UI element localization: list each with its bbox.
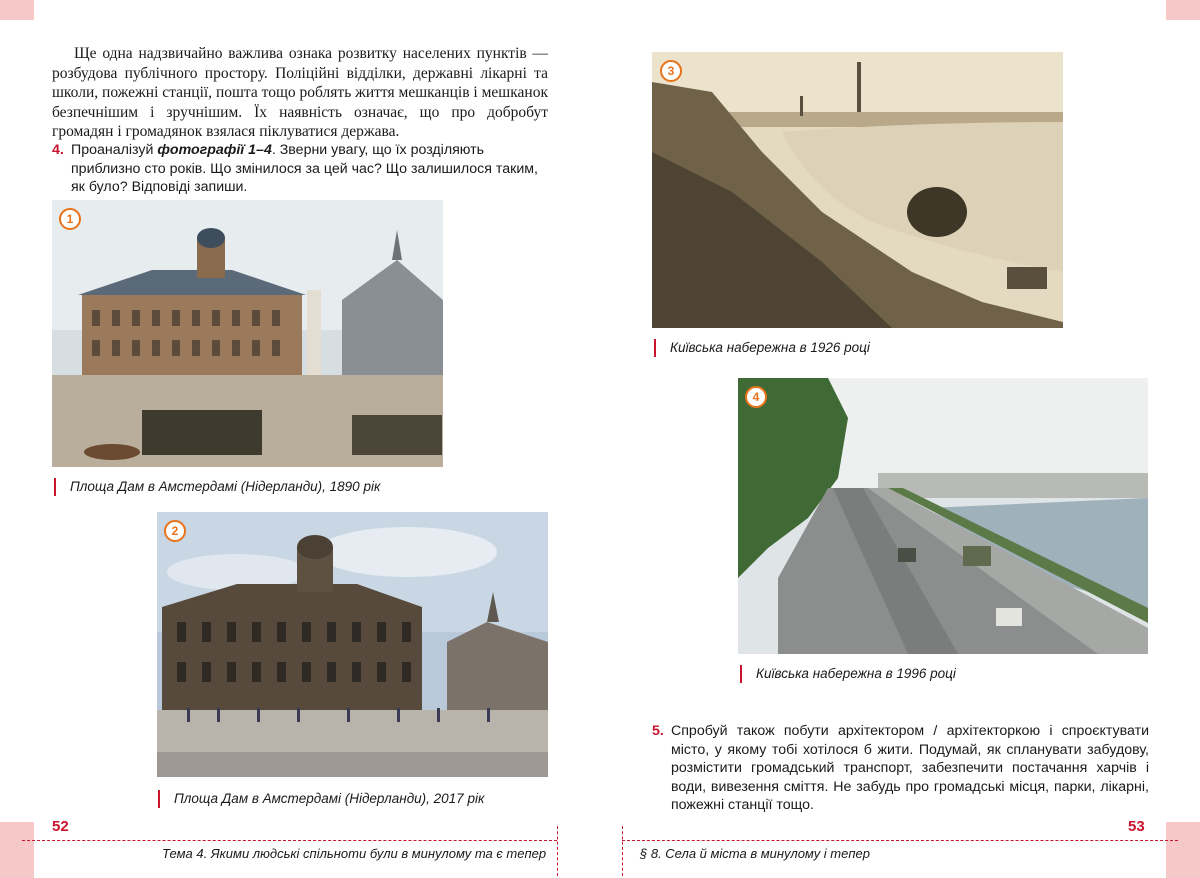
footer-vtick-left [557, 826, 558, 876]
photo-dam-square-2017 [157, 512, 548, 777]
task-4-text: . Зверни увагу, що їх розділяють приблизно сто років. Що змінилося за цей час? Що залишилося таким, як було? Відповіді запиши. [71, 142, 538, 196]
task-5 [652, 722, 1149, 815]
footer-divider-right [622, 840, 1178, 841]
top-right-tab [1166, 0, 1200, 20]
photo-2-caption: Площа Дам в Амстердамі (Нідерланди), 2017 рік [158, 790, 484, 808]
page-number-left: 52 [52, 818, 69, 835]
bottom-left-tab [0, 822, 34, 878]
task-4 [52, 141, 549, 197]
bottom-right-tab [1166, 822, 1200, 878]
footer-divider-left [22, 840, 557, 841]
photo-3-badge: 3 [660, 60, 682, 82]
photo-1-badge: 1 [59, 208, 81, 230]
intro-paragraph: Ще одна надзвичайно важлива ознака розвитку населених пунктів — розбудова публічного простору. Поліційні відділки, державні лікарні та школи, пожежні станції, пошта тощо роблять життя мешканців і мешканок безпечнішим і зручнішим. Їх наявність означає, що про добробут громадян і громадянок взялася піклуватися держава. [52, 45, 548, 141]
task-4-prefix: Проаналізуй [71, 142, 158, 158]
task-4-emphasis: фотографії 1–4 [157, 142, 272, 158]
photo-3-caption: Київська набережна в 1926 році [654, 339, 870, 357]
footer-right: § 8. Села й міста в минулому і тепер [640, 846, 870, 861]
photo-4-caption: Київська набережна в 1996 році [740, 665, 956, 683]
photo-1-caption: Площа Дам в Амстердамі (Нідерланди), 1890 рік [54, 478, 380, 496]
photo-kyiv-1926 [652, 52, 1063, 328]
footer-vtick-right [622, 826, 623, 876]
task-5-number: 5. [652, 723, 664, 739]
top-left-tab [0, 0, 34, 20]
photo-kyiv-1996 [738, 378, 1148, 654]
photo-4-badge: 4 [745, 386, 767, 408]
task-4-number: 4. [52, 142, 64, 158]
photo-dam-square-1890 [52, 200, 443, 467]
photo-2-badge: 2 [164, 520, 186, 542]
footer-left: Тема 4. Якими людські спільноти були в минулому та є тепер [162, 846, 547, 861]
page-number-right: 53 [1128, 818, 1145, 835]
task-5-text: Спробуй також побути архітектором / архітекторкою і спроєктувати місто, у якому тобі хотілося б жити. Подумай, як спланувати забудову, розмістити громадський транспорт, забезпечити постачання харчів і води, вивезення сміття. Не забудь про громадські місця, парки, лікарні, пожежні станції тощо. [671, 723, 1149, 814]
